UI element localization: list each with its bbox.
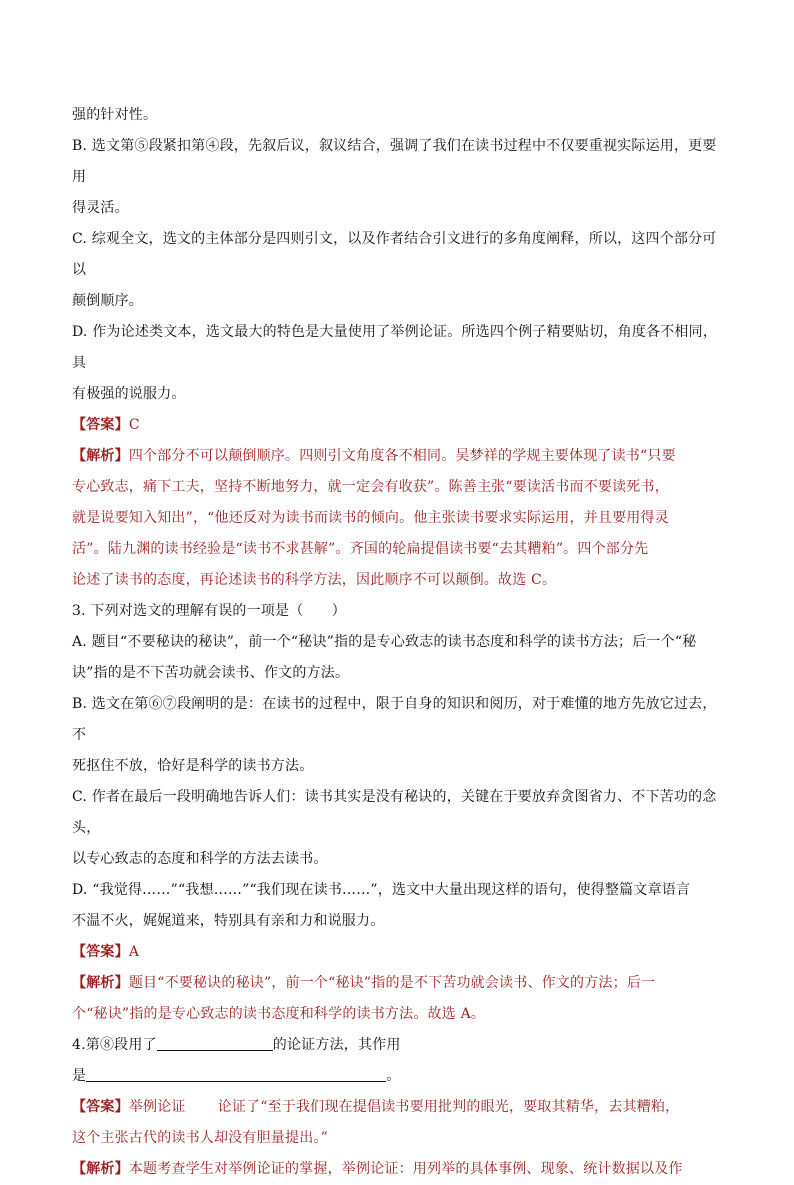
q3-option-b-line2: 死抠住不放，恰好是科学的读书方法。 — [72, 758, 314, 774]
answer-q4-line2: 这个主张古代的读书人却没有胆量提出。” — [72, 1130, 328, 1146]
answer-value1: 举例论证 — [128, 1099, 186, 1115]
analysis-q4-line1 — [72, 1154, 724, 1185]
question-4-line2 — [72, 1061, 724, 1092]
option-a-tail: 强的针对性。 — [72, 107, 158, 123]
answer-value: C — [128, 417, 140, 433]
q3-option-d-line2: 不温不火，娓娓道来，特别具有亲和力和说服力。 — [72, 913, 385, 929]
analysis-q2-line2: 专心致志，痛下工夫，坚持不断地努力，就一定会有收获”。陈善主张“要读活书而不要读死书， — [72, 479, 669, 495]
q3-option-b-line1: B. 选文在第⑥⑦段阐明的是：在读书的过程中，限于自身的知识和阅历，对于难懂的地方先放它过去，不 — [72, 696, 717, 743]
analysis-text: 题目“不要秘诀的秘诀”，前一个“秘诀”指的是不下苦功就会读书、作文的方法；后一 — [128, 975, 656, 991]
answer-tag: 【答案】 — [72, 1099, 129, 1115]
analysis-q2-line4: 活”。陆九渊的读书经验是“读书不求甚解”。齐国的轮扁提倡读书要“去其糟粕”。四个部分先 — [72, 541, 649, 557]
analysis-q2-line1 — [72, 441, 724, 472]
analysis-q3-line2: 个“秘诀”指的是专心致志的读书态度和科学的读书方法。故选 A。 — [72, 1006, 486, 1022]
fill-blank-method[interactable] — [157, 1034, 273, 1051]
document-page — [72, 100, 724, 1185]
analysis-text: 本题考查学生对举例论证的掌握，举例论证：用列举的具体事例、现象、统计数据以及作 — [128, 1161, 683, 1177]
answer-value: A — [128, 944, 140, 960]
fill-blank-effect[interactable] — [86, 1065, 386, 1082]
q3-option-c-line1: C. 作者在最后一段明确地告诉人们：读书其实是没有秘诀的，关键在于要放弃贪图省力、不下苦功的念头， — [72, 789, 717, 836]
q4-middle: 的论证方法，其作用 — [272, 1037, 401, 1053]
analysis-tag: 【解析】 — [72, 448, 129, 464]
analysis-q3-line1 — [72, 968, 724, 999]
q4-end: 。 — [386, 1068, 401, 1084]
answer-q3 — [72, 937, 724, 968]
question-3-stem: 3. 下列对选文的理解有误的一项是（ ） — [72, 603, 347, 619]
q4-prefix: 4.第⑧段用了 — [72, 1037, 157, 1053]
option-d-line1: D. 作为论述类文本，选文最大的特色是大量使用了举例论证。所选四个例子精要贴切，角度各不相同，具 — [72, 324, 718, 371]
q4-prefix2: 是 — [72, 1068, 87, 1084]
option-d-line2: 有极强的说服力。 — [72, 386, 186, 402]
answer-q4-line1 — [72, 1092, 724, 1123]
analysis-text: 四个部分不可以颠倒顺序。四则引文角度各不相同。吴梦祥的学规主要体现了读书“只要 — [128, 448, 676, 464]
q3-option-d-line1: D. “我觉得……”“我想……”“我们现在读书……”，选文中大量出现这样的语句，使得整篇文章语言 — [72, 882, 691, 898]
q3-option-c-line2: 以专心致志的态度和科学的方法去读书。 — [72, 851, 328, 867]
q3-option-a-line2: 诀”指的是不下苦功就会读书、作文的方法。 — [72, 665, 350, 681]
option-c-line2: 颠倒顺序。 — [72, 293, 143, 309]
option-b-line2: 得灵活。 — [72, 200, 129, 216]
analysis-tag: 【解析】 — [72, 1161, 129, 1177]
question-4-line1 — [72, 1030, 724, 1061]
q3-option-a-line1: A. 题目“不要秘诀的秘诀”，前一个“秘诀”指的是专心致志的读书态度和科学的读书方法；后一个“秘 — [72, 634, 697, 650]
answer-tag: 【答案】 — [72, 944, 129, 960]
option-c-line1: C. 综观全文，选文的主体部分是四则引文，以及作者结合引文进行的多角度阐释，所以，这四个部分可以 — [72, 231, 717, 278]
answer-value2: 论证了“至于我们现在提倡读书要用批判的眼光，要取其精华，去其糟粕， — [217, 1099, 680, 1115]
analysis-tag: 【解析】 — [72, 975, 129, 991]
answer-tag: 【答案】 — [72, 417, 129, 433]
answer-q2 — [72, 410, 724, 441]
analysis-q2-line3: 就是说要知入知出”，“他还反对为读书而读书的倾向。他主张读书要求实际运用，并且要用得灵 — [72, 510, 669, 526]
option-b-line1: B. 选文第⑤段紧扣第④段，先叙后议，叙议结合，强调了我们在读书过程中不仅要重视实际运用，更要用 — [72, 138, 717, 185]
analysis-q2-line5: 论述了读书的态度，再论述读书的科学方法，因此顺序不可以颠倒。故选 C。 — [72, 572, 557, 588]
